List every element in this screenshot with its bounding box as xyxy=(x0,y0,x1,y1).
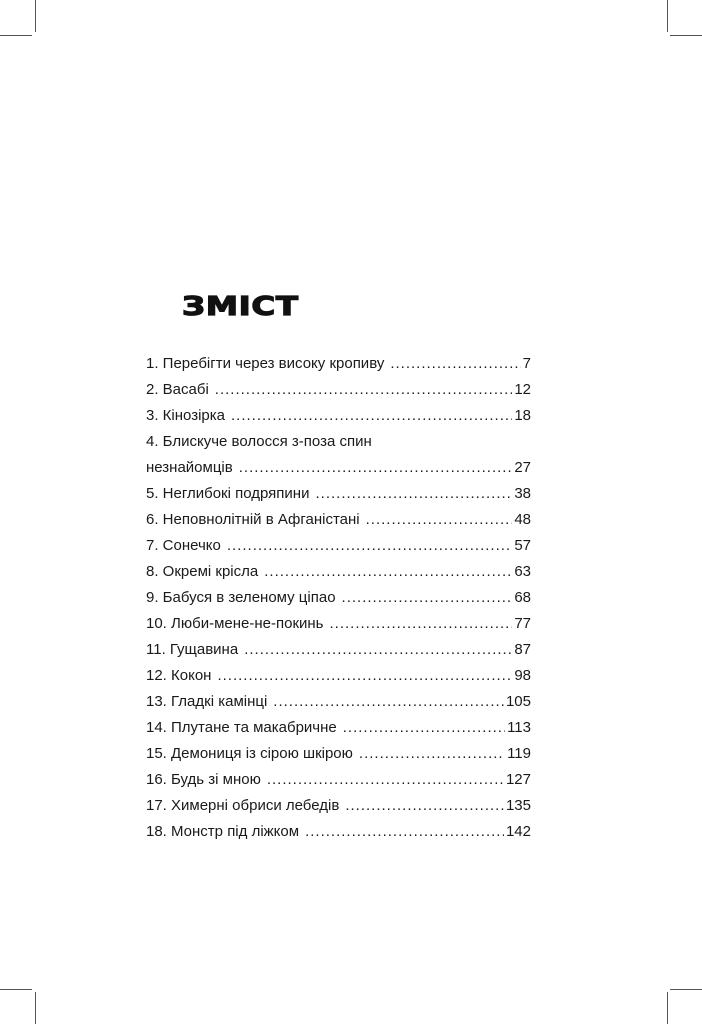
crop-mark xyxy=(35,0,36,32)
toc-page-number: 63 xyxy=(514,563,531,580)
toc-entry xyxy=(146,767,531,793)
toc-entry-title: 7. Сонечко xyxy=(146,537,221,554)
toc-page-number: 142 xyxy=(505,823,531,840)
toc-entry xyxy=(146,403,531,429)
toc-entry xyxy=(146,819,531,845)
toc-entry-title: 13. Гладкі камінці xyxy=(146,693,268,710)
dot-leader xyxy=(366,507,513,533)
toc-entry-title: 10. Люби-мене-не-покинь xyxy=(146,615,324,632)
table-of-contents xyxy=(146,351,531,845)
dot-leader xyxy=(239,455,513,481)
dot-leader xyxy=(267,767,504,793)
dot-leader xyxy=(264,559,512,585)
crop-mark xyxy=(670,989,702,990)
dot-leader xyxy=(244,637,512,663)
toc-entry-title: незнайомців xyxy=(146,459,233,476)
crop-mark xyxy=(670,35,702,36)
crop-mark xyxy=(667,0,668,32)
toc-entry-title: 17. Химерні обриси лебедів xyxy=(146,797,340,814)
toc-entry xyxy=(146,559,531,585)
toc-entry-title: 16. Будь зі мною xyxy=(146,771,261,788)
page-title: ЗМІСТ xyxy=(182,292,299,322)
toc-entry xyxy=(146,507,531,533)
toc-entry xyxy=(146,351,531,377)
toc-entry xyxy=(146,793,531,819)
dot-leader xyxy=(329,611,512,637)
toc-page-number: 7 xyxy=(522,355,531,372)
toc-entry-title: 11. Гущавина xyxy=(146,641,239,658)
toc-entry xyxy=(146,611,531,637)
toc-entry-title: 12. Кокон xyxy=(146,667,212,684)
toc-entry xyxy=(146,689,531,715)
toc-page-number: 113 xyxy=(507,719,531,736)
dot-leader xyxy=(342,585,513,611)
toc-page-number: 77 xyxy=(514,615,531,632)
dot-leader xyxy=(390,351,520,377)
toc-page-number: 48 xyxy=(514,511,531,528)
toc-entry xyxy=(146,663,531,689)
toc-entry-title: 9. Бабуся в зеленому ціпао xyxy=(146,589,336,606)
dot-leader xyxy=(345,793,504,819)
toc-page-number: 57 xyxy=(514,537,531,554)
toc-page-number: 27 xyxy=(514,459,531,476)
dot-leader xyxy=(359,741,505,767)
toc-page-number: 18 xyxy=(514,407,531,424)
toc-entry xyxy=(146,741,531,767)
toc-page-number: 68 xyxy=(514,589,531,606)
toc-entry-title: 15. Демониця із сірою шкірою xyxy=(146,745,353,762)
toc-entry-title: 5. Неглибокі подряпини xyxy=(146,485,310,502)
dot-leader xyxy=(217,663,512,689)
toc-page-number: 105 xyxy=(505,693,531,710)
toc-entry xyxy=(146,533,531,559)
toc-entry-title: 14. Плутане та макабричне xyxy=(146,719,337,736)
dot-leader xyxy=(343,715,505,741)
toc-page-number: 119 xyxy=(507,745,531,762)
dot-leader xyxy=(227,533,512,559)
toc-entry-title: 2. Васабі xyxy=(146,381,209,398)
toc-entry xyxy=(146,455,531,481)
toc-entry xyxy=(146,481,531,507)
toc-page-number: 12 xyxy=(514,381,531,398)
toc-entry-title: 6. Неповнолітній в Афганістані xyxy=(146,511,360,528)
dot-leader xyxy=(315,481,512,507)
toc-entry-title: 1. Перебігти через високу кропиву xyxy=(146,355,385,372)
crop-mark xyxy=(0,35,32,36)
dot-leader xyxy=(231,403,512,429)
dot-leader xyxy=(305,819,504,845)
crop-mark xyxy=(667,992,668,1024)
toc-entry-title: 18. Монстр під ліжком xyxy=(146,823,300,840)
dot-leader xyxy=(273,689,504,715)
toc-entry-title-line: 4. Блискуче волосся з-поза спин xyxy=(146,433,372,450)
toc-entry-title: 3. Кінозірка xyxy=(146,407,225,424)
toc-page-number: 98 xyxy=(514,667,531,684)
dot-leader xyxy=(215,377,513,403)
toc-entry xyxy=(146,637,531,663)
toc-entry xyxy=(146,377,531,403)
toc-page-number: 87 xyxy=(514,641,531,658)
crop-mark xyxy=(35,992,36,1024)
toc-entry xyxy=(146,585,531,611)
toc-page-number: 127 xyxy=(505,771,531,788)
toc-entry xyxy=(146,715,531,741)
crop-mark xyxy=(0,989,32,990)
toc-page-number: 38 xyxy=(514,485,531,502)
toc-entry-title: 8. Окремі крісла xyxy=(146,563,259,580)
toc-page-number: 135 xyxy=(505,797,531,814)
